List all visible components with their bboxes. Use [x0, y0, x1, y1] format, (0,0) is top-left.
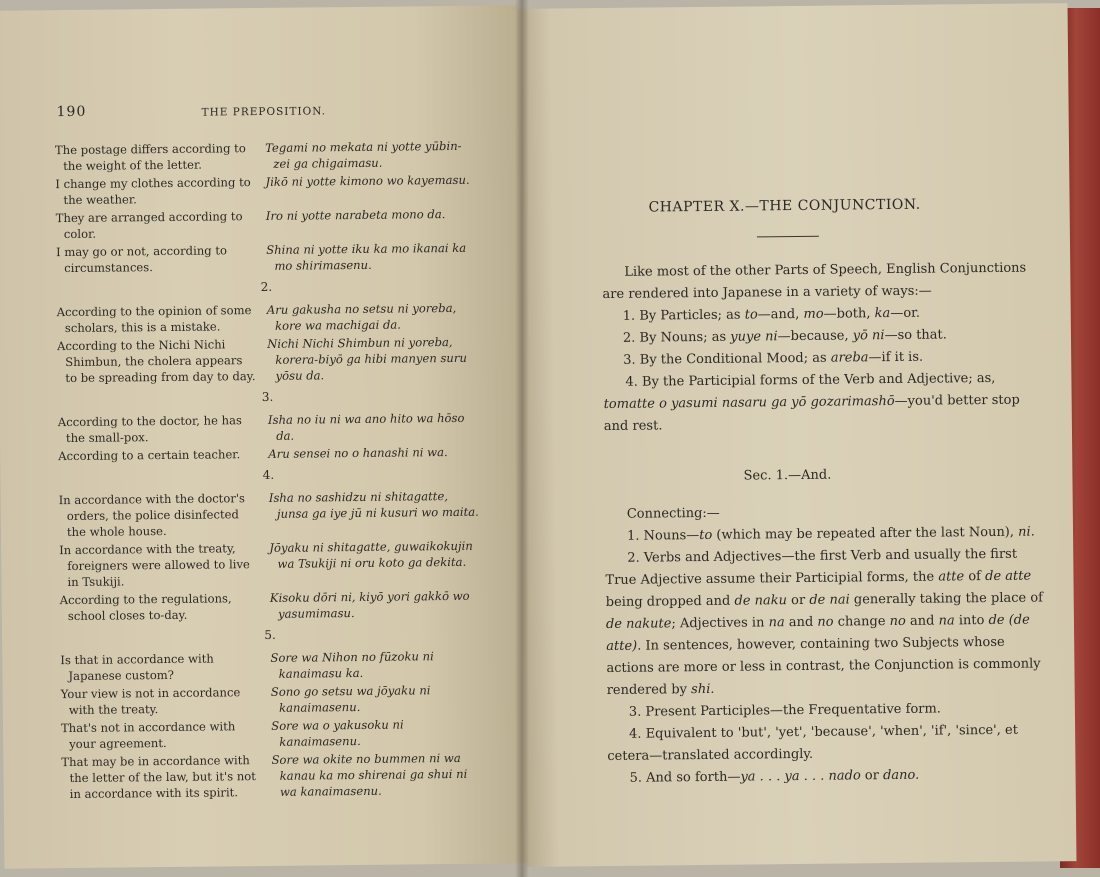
translation-row	[58, 410, 478, 446]
japanese-sentence: Jōyaku ni shitagatte, guwaikokujin wa Tsukiji ni oru koto ga dekita.	[269, 538, 473, 571]
japanese-sentence: Isha no iu ni wa ano hito wa hōso da.	[267, 410, 465, 443]
english-sentence: According to the regulations, school closes to-day.	[59, 591, 232, 624]
connecting-item: 2. Verbs and Adjectives—the first Verb and usually the first True Adjective assume their Participial forms, the atte of de atte being dropped and de naku or de nai generally taking the place of de nakute; Adjectives in na and no change no and na into de (de atte). In sentences, however, containing two Subjects whose actions are more or less in contrast, the Conjunction is commonly rendered by shi.	[605, 546, 1044, 699]
chapter-title: CHAPTER X.—THE CONJUNCTION.	[648, 196, 921, 216]
intro-item: 2. By Nouns; as yuye ni—because, yō ni—so that.	[622, 327, 947, 346]
english-sentence: The postage differs according to the weight of the letter.	[54, 141, 246, 174]
left-page	[0, 5, 526, 868]
running-head-title: THE PREPOSITION.	[201, 105, 327, 119]
translation-row	[55, 138, 475, 174]
translation-row	[61, 716, 481, 752]
translation-row	[57, 300, 477, 336]
page-number: 190	[56, 103, 87, 121]
english-sentence: In accordance with the treaty, foreigners were allowed to live in Tsukiji.	[59, 541, 250, 590]
japanese-sentence: Aru sensei no o hanashi ni wa.	[268, 445, 448, 461]
translation-row	[59, 538, 479, 590]
translation-row	[58, 444, 478, 464]
japanese-sentence: Tegami no mekata ni yotte yūbin-zei ga chigaimasu.	[265, 138, 462, 171]
book-gutter	[515, 0, 529, 877]
japanese-sentence: Shina ni yotte iku ka mo ikanai ka mo shirimasenu.	[266, 240, 467, 273]
translation-table	[55, 138, 482, 804]
translation-row	[55, 172, 475, 208]
english-sentence: According to the doctor, he has the small-pox.	[57, 413, 243, 446]
connecting-label: Connecting:—	[626, 505, 720, 522]
translation-row	[61, 750, 481, 802]
english-sentence: According to the opinion of some scholars, this is a mistake.	[56, 303, 252, 336]
japanese-sentence: Isha no sashidzu ni shitagatte, junsa ga iye jū ni kusuri wo maita.	[268, 489, 479, 521]
japanese-sentence: Sono go setsu wa jōyaku ni kanaimasenu.	[270, 683, 431, 715]
intro-item: 3. By the Conditional Mood; as areba—if it is.	[623, 349, 924, 368]
translation-row	[61, 682, 481, 718]
japanese-sentence: Jikō ni yotte kimono wo kayemasu.	[265, 172, 470, 189]
english-sentence: In accordance with the doctor's orders, the police disinfected the whole house.	[58, 491, 246, 540]
translation-row	[59, 488, 479, 540]
english-sentence: Your view is not in accordance with the treaty.	[60, 685, 241, 718]
english-sentence: They are arranged according to color.	[55, 209, 243, 242]
connecting-item: 1. Nouns—to (which may be repeated after the last Noun), ni.	[626, 524, 1035, 544]
intro-item: 4. By the Participial forms of the Verb and Adjective; as, tomatte o yasumi nasaru ga yō gozarimashō—you'd better stop and rest.	[603, 370, 1020, 435]
section-number: 2.	[260, 279, 273, 294]
connecting-item: 5. And so forth—ya . . . ya . . . nado or dano.	[629, 767, 920, 786]
japanese-sentence: Kisoku dōri ni, kiyō yori gakkō wo yasumimasu.	[269, 588, 470, 621]
connecting-list	[605, 499, 1048, 790]
connecting-item: 3. Present Participles—the Frequentative form.	[628, 701, 941, 720]
translation-row	[56, 206, 476, 242]
intro-paragraph: Like most of the other Parts of Speech, English Conjunctions are rendered into Japanese in a variety of ways:—	[602, 260, 1027, 303]
section-title: Sec. 1.—And.	[743, 467, 832, 484]
english-sentence: That's not in accordance with your agreement.	[60, 719, 236, 752]
title-rule	[757, 236, 819, 238]
japanese-sentence: Sore wa okite no bummen ni wa kanau ka mo shirenai ga shui ni wa kanaimasenu.	[271, 750, 468, 799]
english-sentence: Is that in accordance with Japanese custom?	[60, 651, 214, 684]
japanese-sentence: Iro ni yotte narabeta mono da.	[265, 207, 446, 223]
english-sentence: That may be in accordance with the letter of the law, but it's not in accordance with its spirit.	[61, 753, 256, 802]
japanese-sentence: Aru gakusha no setsu ni yoreba, kore wa machigai da.	[266, 300, 457, 333]
english-sentence: According to a certain teacher.	[58, 447, 241, 464]
translation-row	[60, 648, 480, 684]
english-sentence: I may go or not, according to circumstances.	[55, 243, 228, 276]
translation-row	[57, 334, 477, 386]
english-sentence: According to the Nichi Nichi Shimbun, the cholera appears to be spreading from day to day.	[56, 337, 256, 386]
intro-item: 1. By Particles; as to—and, mo—both, ka—or.	[622, 305, 921, 324]
section-number: 3.	[261, 389, 274, 404]
japanese-sentence: Sore wa o yakusoku ni kanaimasenu.	[271, 717, 404, 749]
running-head	[37, 103, 477, 121]
section-number: 5.	[264, 627, 276, 642]
japanese-sentence: Nichi Nichi Shimbun ni yoreba, korera-biyō ga hibi manyen suru yōsu da.	[267, 334, 467, 383]
japanese-sentence: Sore wa Nihon no fūzoku ni kanaimasu ka.	[270, 649, 434, 681]
connecting-item: 4. Equivalent to 'but', 'yet', 'because', 'when', 'if', 'since', et cetera—translated accordingly.	[607, 722, 1018, 765]
translation-row	[60, 588, 480, 624]
chapter-intro	[602, 257, 1044, 438]
english-sentence: I change my clothes according to the weather.	[55, 175, 251, 208]
translation-row	[56, 240, 476, 276]
right-page	[518, 3, 1077, 867]
section-number: 4.	[262, 467, 275, 482]
